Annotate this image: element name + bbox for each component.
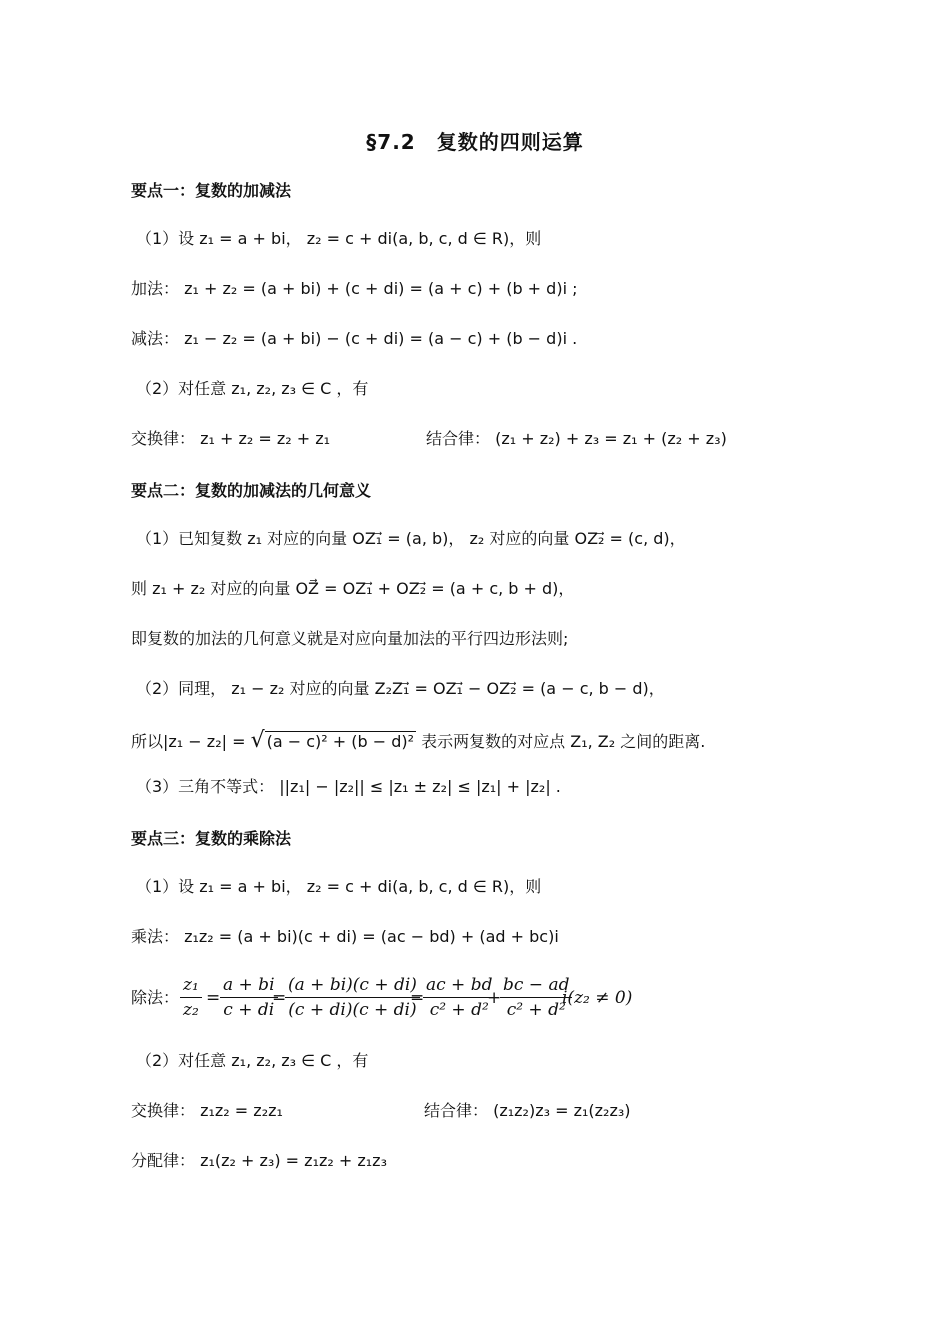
s1-subtraction: 减法： z₁ − z₂ = (a + bi) − (c + di) = (a − c) + (b − d)i . — [131, 329, 578, 348]
s2-line3: 即复数的加法的几何意义就是对应向量加法的平行四边形法则; — [131, 629, 569, 648]
s3-multiplication: 乘法： z₁z₂ = (a + bi)(c + di) = (ac − bd) + (ad + bc)i — [131, 927, 559, 946]
eq-sign: = — [272, 988, 287, 1008]
s3-commutative: 交换律： z₁z₂ = z₂z₁ — [131, 1101, 283, 1120]
eq-sign: = — [206, 988, 221, 1008]
fraction-a-bi-over-c-di: $\frac{a + bi}{c + di}$ — [220, 973, 278, 1022]
fraction-expanded: $\frac{(a + bi)(c + di)}{(c + di)(c + di)}$ — [285, 973, 420, 1022]
sqrt-radicand: (a − c)² + (b − d)² — [266, 732, 415, 751]
page-title: §7.2 复数的四则运算 — [366, 130, 584, 154]
s3-line1: （1）设 z₁ = a + bi， z₂ = c + di(a, b, c, d ∈ R)，则 — [136, 877, 542, 896]
s3-associative: 结合律： (z₁z₂)z₃ = z₁(z₂z₃) — [424, 1101, 631, 1120]
s2-distance-line — [131, 729, 831, 754]
s2-line1: （1）已知复数 z₁ 对应的向量 OZ₁⃗ = (a, b)， z₂ 对应的向量 OZ₂⃗ = (c, d)， — [136, 529, 686, 548]
s2-line2: 则 z₁ + z₂ 对应的向量 OZ⃗ = OZ₁⃗ + OZ₂⃗ = (a + c, b + d)， — [131, 579, 575, 598]
s2-triangle-inequality: （3）三角不等式： ||z₁| − |z₂|| ≤ |z₁ ± z₂| ≤ |z₁| + |z₂| . — [136, 777, 561, 796]
s2-line5-expr: |z₁ − z₂| = — [163, 732, 251, 751]
s3-distributive: 分配律： z₁(z₂ + z₃) = z₁z₂ + z₁z₃ — [131, 1151, 387, 1170]
s1-addition: 加法： z₁ + z₂ = (a + bi) + (c + di) = (a + c) + (b + d)i ; — [131, 279, 578, 298]
plus-sign: + — [487, 988, 502, 1008]
section2-heading: 要点二：复数的加减法的几何意义 — [131, 481, 372, 500]
sqrt-sign: √ — [250, 728, 265, 753]
s1-commutative: 交换律： z₁ + z₂ = z₂ + z₁ — [131, 429, 331, 448]
fraction-real-part: $\frac{ac + bd}{\text{c² + d²}}$ — [423, 973, 495, 1022]
s1-line1: （1）设 z₁ = a + bi， z₂ = c + di(a, b, c, d ∈ R)，则 — [136, 229, 542, 248]
fraction-z1-z2: $\frac{\text{z₁}}{\text{z₂}}$ — [180, 973, 202, 1022]
section3-heading: 要点三：复数的乘除法 — [131, 829, 292, 848]
s2-line5-suffix: 表示两复数的对应点 Z₁, Z₂ 之间的距离. — [416, 732, 706, 751]
fraction-imag-part: $\frac{bc - ad}{\text{c² + d²}}$ — [500, 973, 572, 1022]
s3-division-label: 除法： — [131, 988, 180, 1007]
eq-sign: = — [410, 988, 425, 1008]
s2-line5-prefix: 所以 — [131, 732, 164, 751]
s1-associative: 结合律： (z₁ + z₂) + z₃ = z₁ + (z₂ + z₃) — [426, 429, 727, 448]
division-condition: i(z₂ ≠ 0) — [562, 988, 633, 1008]
s1-line4: （2）对任意 z₁, z₂, z₃ ∈ C ，有 — [136, 379, 369, 398]
s2-line4: （2）同理， z₁ − z₂ 对应的向量 Z₂Z₁⃗ = OZ₁⃗ − OZ₂⃗ = (a − c, b − d)， — [136, 679, 665, 698]
section1-heading: 要点一：复数的加减法 — [131, 181, 292, 200]
s3-line4: （2）对任意 z₁, z₂, z₃ ∈ C ，有 — [136, 1051, 369, 1070]
